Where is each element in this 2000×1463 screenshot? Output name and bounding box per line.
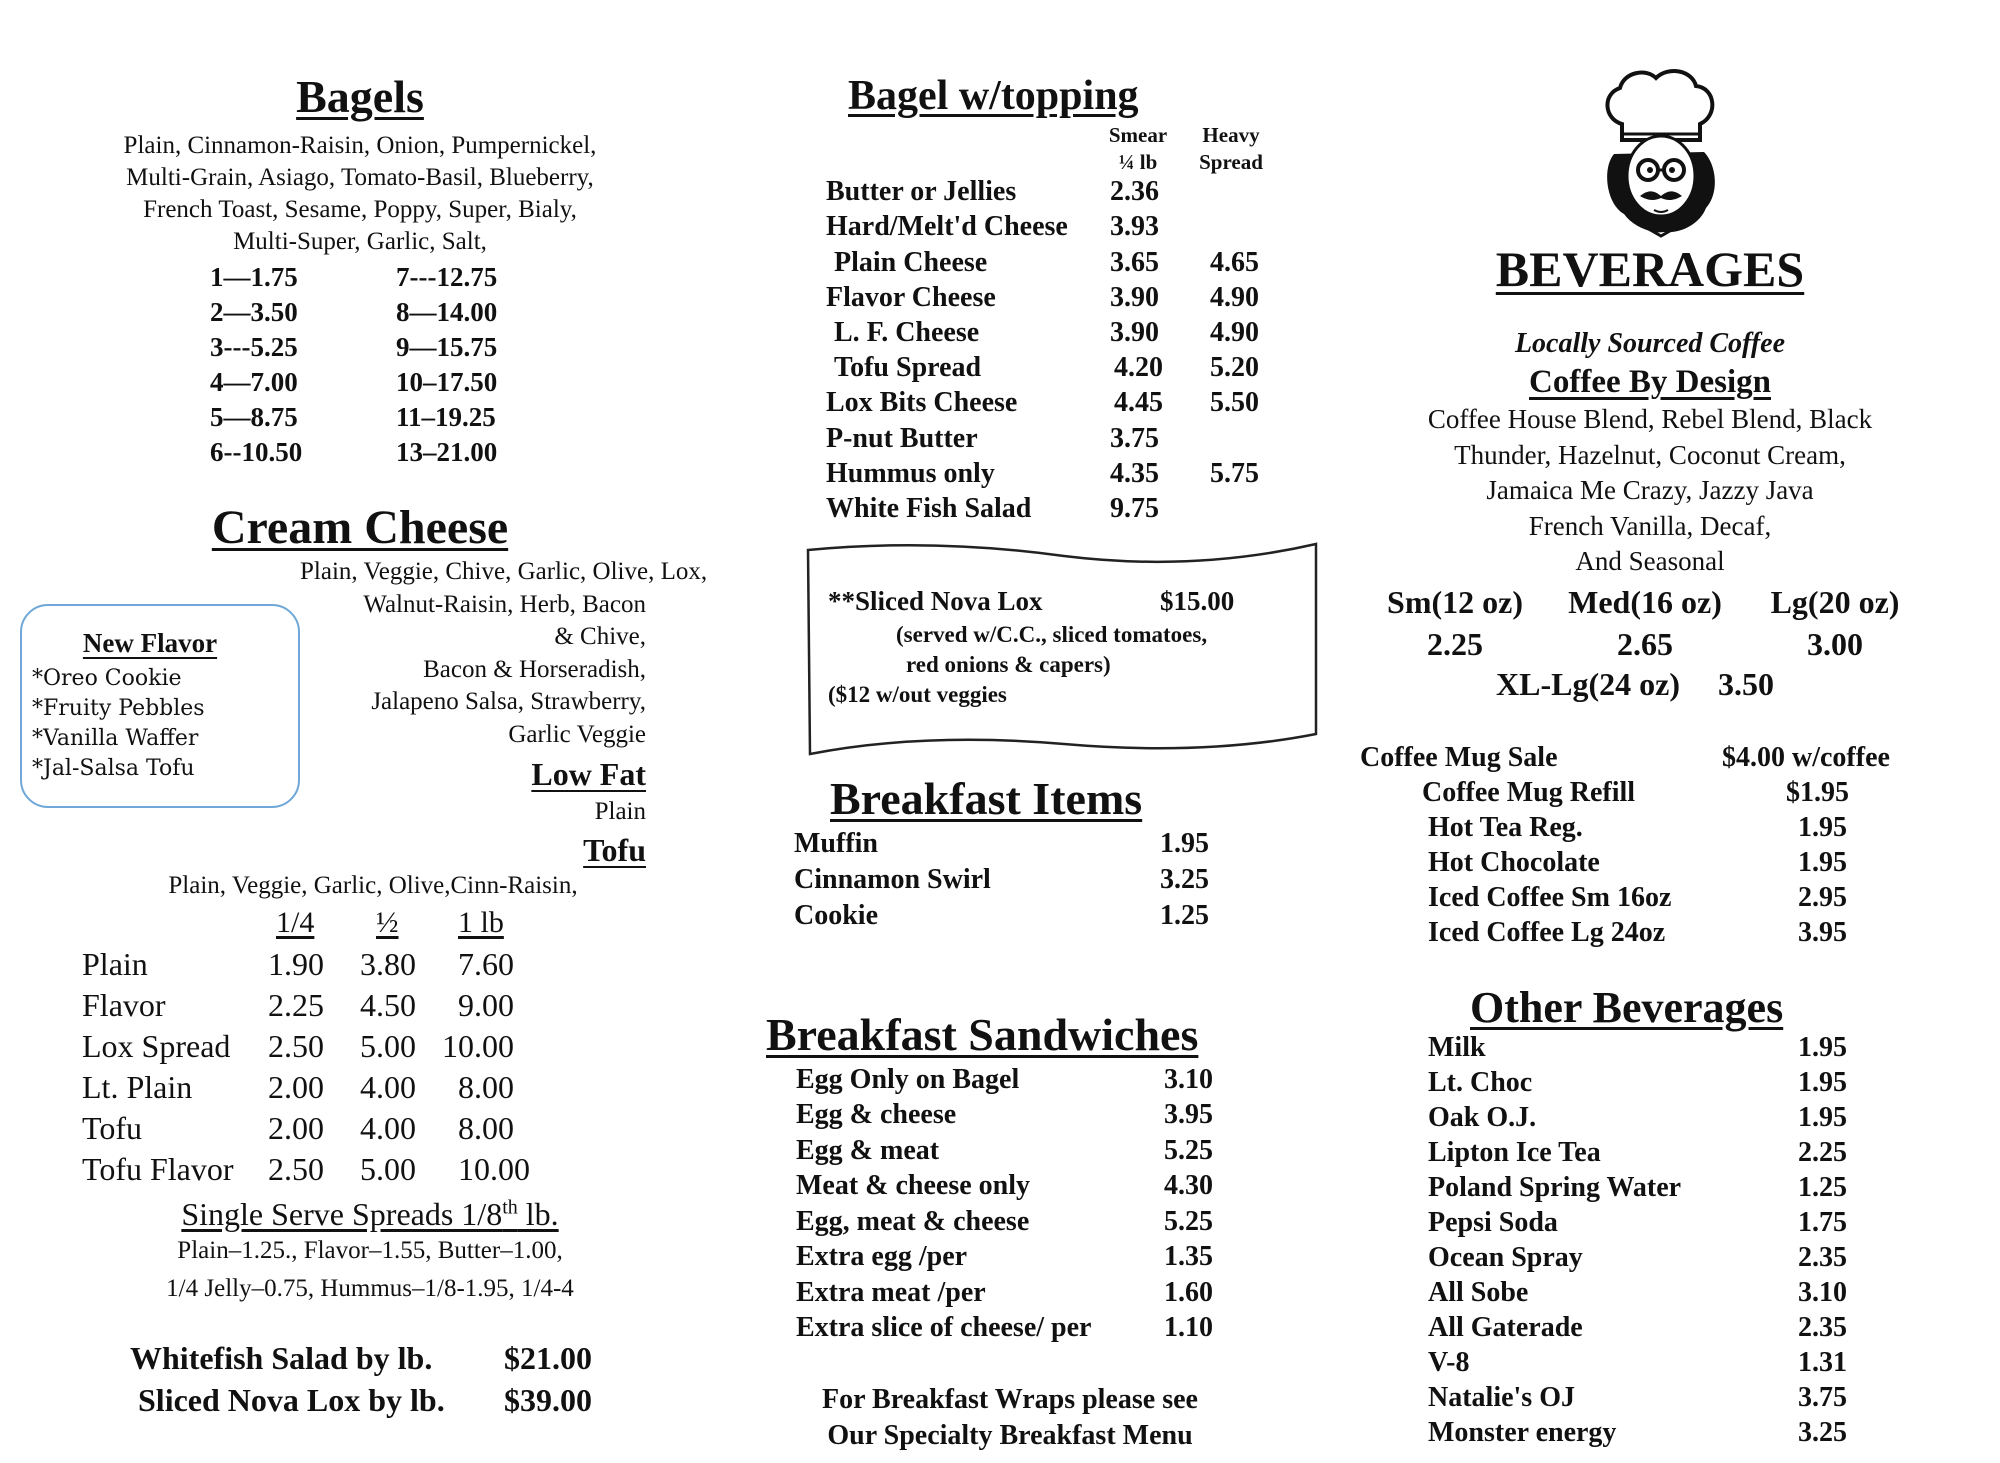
- by-lb-price: $39.00: [504, 1382, 592, 1418]
- list-item: [0, 1137, 1960, 1171]
- item-name: Hot Chocolate: [1428, 847, 1600, 878]
- item-name: Ocean Spray: [1428, 1242, 1583, 1273]
- item-price: 1.75: [1798, 1207, 1847, 1238]
- topping-smear-price: 4.45: [1114, 387, 1163, 418]
- price-pound: 10.00: [458, 1151, 530, 1187]
- bagel-price: 11–19.25: [396, 402, 496, 432]
- item-name: Iced Coffee Sm 16oz: [1428, 882, 1672, 913]
- price-half: 4.00: [360, 1110, 416, 1146]
- topping-heavy-price: 5.75: [1210, 458, 1259, 489]
- breakfast-wraps-note: Our Specialty Breakfast Menu: [827, 1420, 1193, 1451]
- list-item: [0, 1382, 1960, 1416]
- row-name: Tofu: [82, 1110, 142, 1146]
- topping-name: P-nut Butter: [826, 423, 978, 454]
- price-quarter: 2.50: [268, 1151, 324, 1187]
- price-half: 3.80: [360, 946, 416, 982]
- topping-smear-price: 3.75: [1110, 423, 1159, 454]
- topping-heavy-price: 5.50: [1210, 387, 1259, 418]
- price-half: 5.00: [360, 1151, 416, 1187]
- by-lb-label: Sliced Nova Lox by lb.: [138, 1382, 445, 1418]
- bagel-varieties-line: Plain, Cinnamon-Raisin, Onion, Pumpernickel,: [123, 132, 597, 159]
- list-item: [0, 1172, 1960, 1206]
- list-item: [0, 1347, 1960, 1381]
- lox-special-note: ($12 w/out veggies: [828, 682, 1007, 707]
- bagel-price: 1—1.75: [210, 262, 298, 292]
- item-name: V-8: [1428, 1347, 1470, 1378]
- bagel-price: 2—3.50: [210, 297, 298, 327]
- single-serve-prices: Plain–1.25., Flavor–1.55, Butter–1.00,: [177, 1237, 563, 1264]
- price-quarter: 2.25: [268, 987, 324, 1023]
- item-price: 1.95: [1160, 828, 1209, 859]
- size-label: Sm(12 oz): [1387, 584, 1523, 620]
- smear-header-line: Smear: [1108, 123, 1168, 147]
- topping-smear-price: 4.20: [1114, 352, 1163, 383]
- price-quarter: 2.00: [268, 1069, 324, 1105]
- price-quarter: 2.00: [268, 1110, 324, 1146]
- list-item: [0, 1242, 1960, 1276]
- bagel-price: 3---5.25: [210, 332, 298, 362]
- by-lb-price: $21.00: [504, 1340, 592, 1376]
- item-price: 1.95: [1798, 1032, 1847, 1063]
- bagel-price: 4—7.00: [210, 367, 298, 397]
- price-pound: 9.00: [458, 987, 514, 1023]
- cream-cheese-flavors: [300, 556, 708, 751]
- table-row: [0, 946, 600, 986]
- topping-name: Hard/Melt'd Cheese: [826, 211, 1068, 242]
- lox-special-note: (served w/C.C., sliced tomatoes,: [896, 622, 1208, 647]
- bagels-title: Bagels: [296, 71, 424, 122]
- item-price: 2.25: [1798, 1137, 1847, 1168]
- item-name: Coffee Mug Refill: [1422, 777, 1636, 808]
- price-pound: 10.00: [442, 1028, 514, 1064]
- item-name: Poland Spring Water: [1428, 1172, 1682, 1203]
- list-item: [0, 1207, 1960, 1241]
- item-name: Egg Only on Bagel: [796, 1064, 1020, 1095]
- topping-smear-price: 3.65: [1110, 247, 1159, 278]
- single-serve-title-sup: th: [502, 1196, 518, 1219]
- coffee-blends: [1370, 402, 1930, 580]
- row-name: Lox Spread: [82, 1028, 231, 1064]
- topping-name: Plain Cheese: [834, 247, 988, 278]
- single-serve-title-text: Single Serve Spreads 1/8: [181, 1196, 503, 1232]
- beverages-title: [1450, 240, 1850, 298]
- list-item: [0, 847, 1960, 881]
- topping-row: [0, 282, 1300, 316]
- size-price: 2.25: [1427, 626, 1483, 662]
- breakfast-sandwiches-title: Breakfast Sandwiches: [766, 1009, 1199, 1060]
- item-price: 1.95: [1798, 1067, 1847, 1098]
- item-price: 2.35: [1798, 1242, 1847, 1273]
- list-item: [0, 882, 1960, 916]
- blend-line: Jamaica Me Crazy, Jazzy Java: [1486, 475, 1814, 505]
- item-name: All Sobe: [1428, 1277, 1529, 1308]
- topping-smear-price: 4.35: [1110, 458, 1159, 489]
- price-quarter: 2.50: [268, 1028, 324, 1064]
- topping-name: White Fish Salad: [826, 493, 1032, 524]
- blend-line: French Vanilla, Decaf,: [1528, 510, 1772, 541]
- lox-special-price: $15.00: [1160, 586, 1235, 616]
- topping-row: [0, 423, 1300, 457]
- xl-size-price: 3.50: [1718, 666, 1774, 702]
- topping-row: [0, 458, 1300, 492]
- row-name: Lt. Plain: [82, 1069, 193, 1105]
- item-name: Egg & meat: [796, 1135, 940, 1166]
- flavor-line: Garlic Veggie: [508, 720, 646, 748]
- item-name: Extra meat /per: [796, 1277, 986, 1308]
- topping-heavy-price: 4.65: [1210, 247, 1259, 278]
- item-name: Cinnamon Swirl: [794, 864, 991, 895]
- item-price: 3.75: [1798, 1382, 1847, 1413]
- topping-name: Tofu Spread: [834, 352, 982, 383]
- heavy-header-line: Spread: [1199, 150, 1263, 174]
- item-price: 2.95: [1798, 882, 1847, 913]
- topping-smear-price: 3.90: [1110, 282, 1159, 313]
- breakfast-wraps-note: For Breakfast Wraps please see: [822, 1384, 1198, 1415]
- topping-name: Hummus only: [826, 458, 995, 489]
- coffee-brand: [1390, 364, 1910, 401]
- item-name: Iced Coffee Lg 24oz: [1428, 917, 1666, 948]
- flavor-line: & Chive,: [554, 623, 646, 650]
- item-name: Coffee Mug Sale: [1360, 742, 1558, 773]
- item-name: Egg, meat & cheese: [796, 1206, 1030, 1237]
- lox-special-note: red onions & capers): [906, 652, 1111, 677]
- bagel-price: 13–21.00: [396, 437, 498, 467]
- single-serve-title-unit: lb.: [517, 1196, 559, 1232]
- list-item: [0, 812, 1960, 846]
- topping-smear-price: 9.75: [1110, 493, 1159, 524]
- list-item: [0, 1102, 1960, 1136]
- topping-row: [0, 387, 1300, 421]
- new-flavor-item: *Fruity Pebbles: [32, 696, 205, 721]
- tofu-items: Plain, Veggie, Garlic, Olive,Cinn-Raisin,: [168, 872, 578, 899]
- list-item: [0, 742, 1960, 776]
- list-item: [0, 917, 1960, 951]
- bagel-price: 8—14.00: [396, 297, 498, 327]
- beverages-title-text: BEVERAGES: [1495, 241, 1805, 297]
- heavy-column-header: [1186, 122, 1276, 176]
- blend-line: Coffee House Blend, Rebel Blend, Black: [1427, 404, 1873, 434]
- topping-smear-price: 2.36: [1110, 176, 1159, 207]
- topping-row: [0, 176, 1300, 210]
- item-price: 1.95: [1798, 1102, 1847, 1133]
- blend-line: And Seasonal: [1575, 546, 1725, 576]
- coffee-subtitle: Locally Sourced Coffee: [1514, 328, 1786, 359]
- new-flavor-item: *Jal-Salsa Tofu: [32, 756, 195, 781]
- table-row: [0, 987, 600, 1027]
- topping-row: [0, 317, 1300, 351]
- topping-heavy-price: 4.90: [1210, 282, 1259, 313]
- item-price: 3.10: [1798, 1277, 1847, 1308]
- item-name: Extra egg /per: [796, 1241, 968, 1272]
- topping-heavy-price: 5.20: [1210, 352, 1259, 383]
- col-header-pound: 1 lb: [458, 906, 504, 939]
- item-name: Meat & cheese only: [796, 1170, 1031, 1201]
- smear-header-line: ¼ lb: [1118, 150, 1158, 174]
- item-price: 1.10: [1164, 1312, 1213, 1343]
- list-item: [0, 1067, 1960, 1101]
- size-label: Lg(20 oz): [1770, 584, 1900, 620]
- item-name: Egg & cheese: [796, 1099, 957, 1130]
- item-name: All Gaterade: [1428, 1312, 1583, 1343]
- row-name: Plain: [82, 946, 148, 982]
- topping-name: Lox Bits Cheese: [826, 387, 1018, 418]
- item-name: Milk: [1428, 1032, 1486, 1063]
- price-quarter: 1.90: [268, 946, 324, 982]
- bagel-price: 6--10.50: [210, 437, 303, 467]
- low-fat-items: Plain: [594, 798, 646, 825]
- by-lb-label: Whitefish Salad by lb.: [130, 1340, 433, 1376]
- item-price: 1.95: [1798, 812, 1847, 843]
- list-item: [0, 1312, 1960, 1346]
- price-half: 5.00: [360, 1028, 416, 1064]
- breakfast-items-title: Breakfast Items: [830, 773, 1143, 824]
- smear-column-header: [1098, 122, 1178, 176]
- item-price: 3.95: [1164, 1099, 1213, 1130]
- cream-cheese-title: Cream Cheese: [211, 501, 509, 554]
- col-header-quarter: 1/4: [276, 906, 315, 939]
- item-name: Lt. Choc: [1428, 1067, 1533, 1098]
- item-price: 1.25: [1798, 1172, 1847, 1203]
- item-name: Extra slice of cheese/ per: [796, 1312, 1092, 1343]
- chef-logo: [1584, 64, 1734, 244]
- item-price: 2.35: [1798, 1312, 1847, 1343]
- flavor-line: Jalapeno Salsa, Strawberry,: [371, 688, 646, 715]
- item-price: 1.31: [1798, 1347, 1847, 1378]
- item-price: 4.30: [1164, 1170, 1213, 1201]
- size-price: 2.65: [1617, 626, 1673, 662]
- list-item: [0, 1032, 1960, 1066]
- xl-size-label: XL-Lg(24 oz): [1496, 666, 1680, 702]
- lox-special-name: **Sliced Nova Lox: [828, 586, 1043, 616]
- item-name: Lipton Ice Tea: [1428, 1137, 1601, 1168]
- item-price: 5.25: [1164, 1206, 1213, 1237]
- topping-row: [0, 247, 1300, 281]
- row-name: Flavor: [82, 987, 166, 1023]
- topping-name: Flavor Cheese: [826, 282, 996, 313]
- heavy-header-line: Heavy: [1202, 123, 1260, 147]
- item-name: Monster energy: [1428, 1417, 1617, 1448]
- item-price: 1.25: [1160, 900, 1209, 931]
- item-price: 1.60: [1164, 1277, 1213, 1308]
- topping-name: Butter or Jellies: [826, 176, 1017, 207]
- price-pound: 8.00: [458, 1069, 514, 1105]
- new-flavor-item: *Vanilla Waffer: [32, 726, 199, 751]
- item-name: Hot Tea Reg.: [1428, 812, 1583, 843]
- bagel-price: 9—15.75: [396, 332, 498, 362]
- item-price: 3.25: [1798, 1417, 1847, 1448]
- item-price: 3.25: [1160, 864, 1209, 895]
- price-pound: 7.60: [458, 946, 514, 982]
- bagel-varieties-line: French Toast, Sesame, Poppy, Super, Bialy,: [143, 196, 577, 223]
- size-price: 3.00: [1807, 626, 1863, 662]
- item-name: Natalie's OJ: [1428, 1382, 1575, 1413]
- item-price: 1.95: [1798, 847, 1847, 878]
- topping-smear-price: 3.90: [1110, 317, 1159, 348]
- list-item: [0, 1277, 1960, 1311]
- item-price: $4.00 w/coffee: [1722, 742, 1890, 773]
- single-serve-prices: 1/4 Jelly–0.75, Hummus–1/8-1.95, 1/4-4: [166, 1275, 574, 1302]
- item-price: $1.95: [1786, 777, 1849, 808]
- topping-row: [0, 211, 1300, 245]
- bagel-varieties-line: Multi-Super, Garlic, Salt,: [233, 228, 487, 255]
- price-half: 4.00: [360, 1069, 416, 1105]
- flavor-line: Plain, Veggie, Chive, Garlic, Olive, Lox,: [300, 558, 708, 585]
- topping-heavy-price: 4.90: [1210, 317, 1259, 348]
- topping-row: [0, 493, 1300, 527]
- flavor-line: Walnut-Raisin, Herb, Bacon: [363, 590, 646, 618]
- item-name: Pepsi Soda: [1428, 1207, 1558, 1238]
- bagel-varieties-line: Multi-Grain, Asiago, Tomato-Basil, Blueberry,: [126, 164, 594, 191]
- item-price: 5.25: [1164, 1135, 1213, 1166]
- size-label: Med(16 oz): [1568, 584, 1722, 620]
- list-item: [0, 1417, 1960, 1451]
- price-pound: 8.00: [458, 1110, 514, 1146]
- bagel-price: 5—8.75: [210, 402, 298, 432]
- bagel-topping-title: Bagel w/topping: [848, 73, 1139, 119]
- col-header-half: ½: [376, 906, 399, 939]
- price-half: 4.50: [360, 987, 416, 1023]
- low-fat-title: Low Fat: [531, 756, 646, 792]
- item-price: 3.10: [1164, 1064, 1213, 1095]
- other-beverages-title: Other Beverages: [1470, 983, 1784, 1032]
- new-flavor-item: *Oreo Cookie: [32, 666, 182, 691]
- item-name: Oak O.J.: [1428, 1102, 1537, 1133]
- topping-row: [0, 352, 1300, 386]
- row-name: Tofu Flavor: [82, 1151, 234, 1187]
- item-name: Muffin: [794, 828, 878, 859]
- item-price: 1.35: [1164, 1241, 1213, 1272]
- coffee-brand-text: Coffee By Design: [1529, 364, 1771, 400]
- list-item: [0, 777, 1960, 811]
- bagel-price: 7---12.75: [396, 262, 498, 292]
- topping-smear-price: 3.93: [1110, 211, 1159, 242]
- item-name: Cookie: [794, 900, 878, 931]
- new-flavor-title: New Flavor: [82, 628, 218, 658]
- blend-line: Thunder, Hazelnut, Coconut Cream,: [1454, 439, 1846, 470]
- tofu-title: Tofu: [583, 832, 646, 868]
- topping-name: L. F. Cheese: [834, 317, 980, 348]
- item-price: 3.95: [1798, 917, 1847, 948]
- flavor-line: Bacon & Horseradish,: [423, 655, 646, 683]
- bagel-price: 10–17.50: [396, 367, 498, 397]
